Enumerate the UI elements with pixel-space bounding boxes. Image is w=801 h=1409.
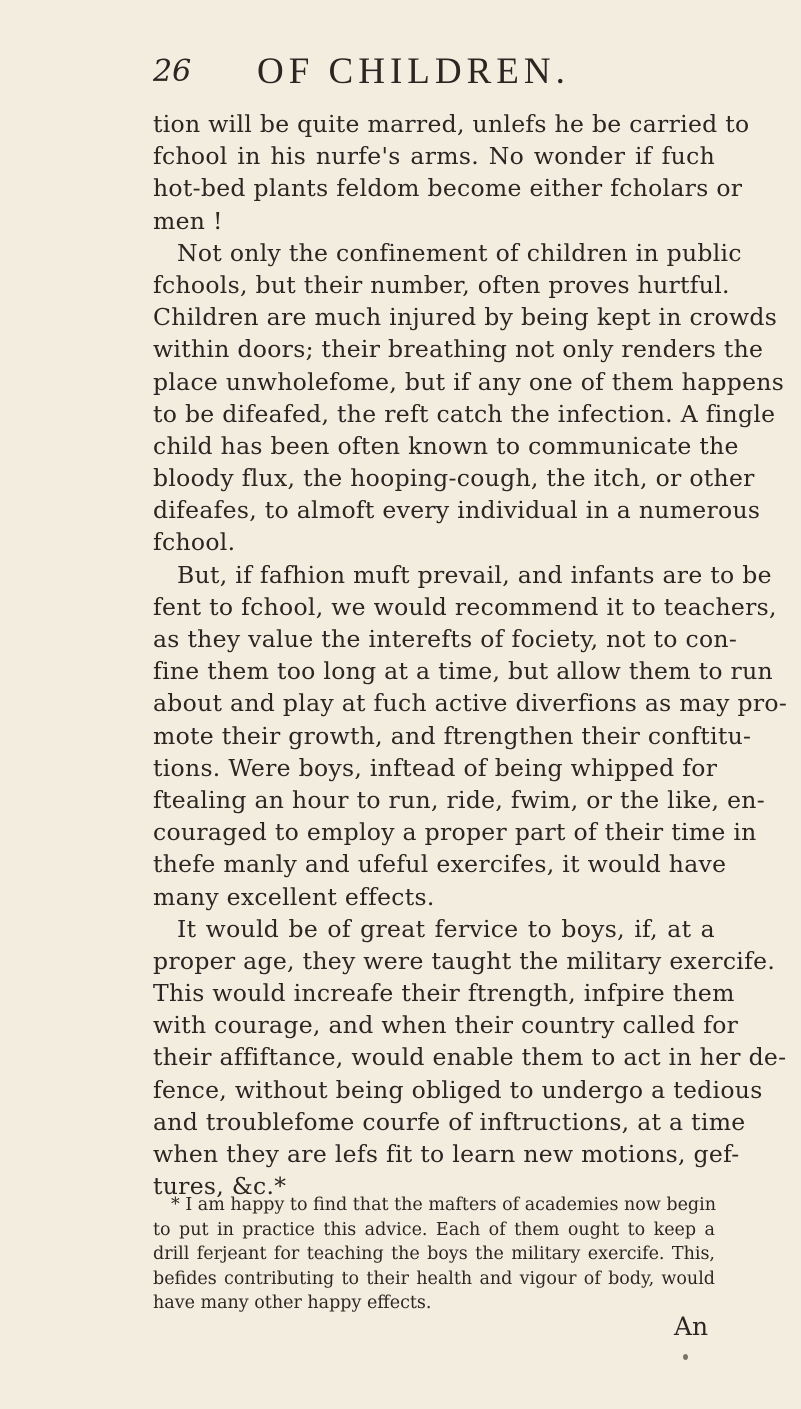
text-line: couraged to employ a proper part of their time in [153, 818, 757, 847]
ink-speck [683, 1354, 688, 1360]
page-header [153, 50, 713, 96]
text-line: about and play at fuch active diverfions as may pro- [153, 689, 788, 718]
footnote-line: to put in practice this advice. Each of them ought to keep a [153, 1219, 715, 1240]
text-line: place unwholefome, but if any one of them happens [153, 367, 785, 396]
text-line: within doors; their breathing not only renders the [153, 335, 764, 364]
text-line: their affiftance, would enable them to act in her de- [153, 1043, 787, 1072]
text-line: Not only the confinement of children in public [177, 238, 742, 267]
text-line: thefe manly and ufeful exercifes, it would have [153, 850, 727, 879]
running-head: OF CHILDREN. [257, 51, 570, 92]
footnote-line: have many other happy effects. [153, 1293, 432, 1313]
text-line: mote their growth, and ftrengthen their conftitu- [153, 721, 752, 750]
body-text [153, 108, 788, 1202]
text-line: when they are lefs fit to learn new motions, gef- [153, 1140, 740, 1168]
text-line: This would increafe their ftrength, infpire them [153, 979, 735, 1008]
text-line: tures, &c.* [153, 1172, 287, 1201]
text-line: fchools, but their number, often proves hurtful. [153, 270, 730, 299]
text-line: men ! [153, 206, 223, 235]
footnote [153, 1193, 715, 1316]
text-line: tion will be quite marred, unlefs he be carried to [153, 110, 750, 138]
footnote-line: * I am happy to find that the mafters of academies now begin [171, 1195, 717, 1215]
text-line: as they value the interefts of fociety, not to con- [153, 625, 738, 653]
text-line: hot-bed plants feldom become either fcholars or [153, 174, 743, 203]
text-line: child has been often known to communicate the [153, 431, 739, 460]
text-line: with courage, and when their country called for [153, 1011, 739, 1040]
text-line: ftealing an hour to run, ride, fwim, or the like, en- [153, 785, 765, 814]
text-line: fine them too long at a time, but allow them to run [153, 657, 773, 686]
text-line: It would be of great fervice to boys, if, at a [177, 914, 715, 943]
text-line: fchool in his nurfe's arms. No wonder if fuch [153, 142, 715, 171]
page-number: 26 [153, 54, 192, 89]
text-line: proper age, they were taught the military exercife. [153, 946, 776, 975]
text-line: to be difeafed, the reft catch the infection. A fingle [153, 399, 776, 428]
text-line: bloody flux, the hooping-cough, the itch, or other [153, 464, 755, 493]
text-line: difeafes, to almoft every individual in a numerous [153, 496, 761, 525]
text-line: many excellent effects. [153, 882, 435, 911]
text-line: and troublefome courfe of inftructions, at a time [153, 1107, 746, 1136]
text-line: fent to fchool, we would recommend it to teachers, [153, 592, 777, 621]
text-line: fchool. [153, 528, 236, 557]
text-line: tions. Were boys, inftead of being whipped for [153, 753, 718, 782]
footnote-line: drill ferjeant for teaching the boys the military exercife. This, [153, 1244, 715, 1264]
footnote-line: befides contributing to their health and vigour of body, would [153, 1268, 715, 1289]
text-line: Children are much injured by being kept in crowds [153, 303, 778, 332]
text-line: But, if fafhion muft prevail, and infants are to be [177, 560, 772, 589]
catchword: An [674, 1312, 709, 1341]
text-line: fence, without being obliged to undergo a tedious [153, 1075, 763, 1104]
